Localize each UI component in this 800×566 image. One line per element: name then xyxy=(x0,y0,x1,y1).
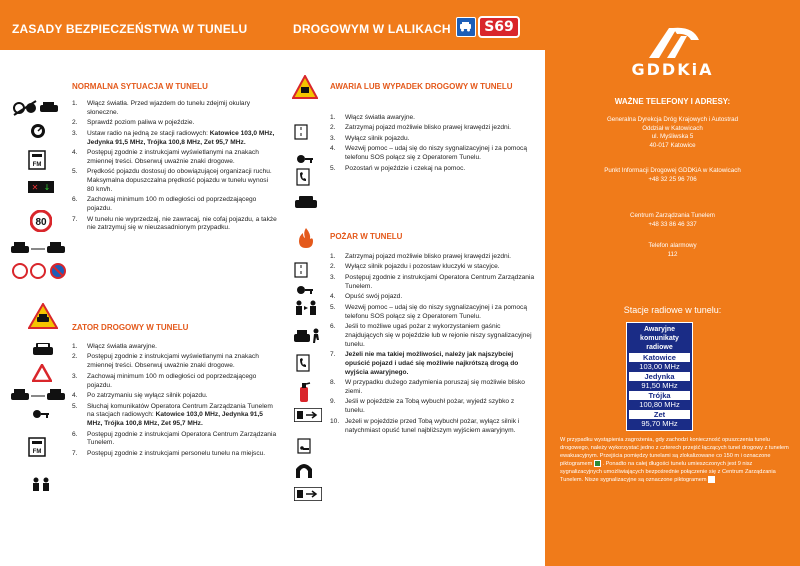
fire-icon xyxy=(297,227,315,249)
list-item xyxy=(330,323,535,349)
emergency-exit-icon xyxy=(294,408,322,422)
evacuation-pictogram-icon xyxy=(594,460,601,467)
radio-station-name: Jedynka xyxy=(629,372,690,381)
emergency-exit-icon xyxy=(294,487,322,501)
item-number: 2. xyxy=(330,263,336,271)
item-number: 5. xyxy=(330,164,336,172)
item-text: Ustaw radio na jedną ze stacji radiowych: xyxy=(87,129,208,137)
item-text: Jeśli to możliwe ugaś pożar z wykorzystaniem gaśnic znajdujących się w pojeździe lub w rejonie niszy sygnalizacyjnej tunelu. xyxy=(345,323,532,348)
item-number: 1. xyxy=(72,100,78,107)
list-item xyxy=(330,124,535,133)
road-info-contact xyxy=(545,167,800,184)
item-number: 5. xyxy=(72,168,78,176)
list-item xyxy=(72,450,277,459)
contacts-title: WAŻNE TELEFONY I ADRESY: xyxy=(614,97,731,106)
item-text: Wezwij pomoc – udaj się do niszy sygnalizacyjnej i za pomocą telefonu SOS połącz się z Operatorem Tunelu. xyxy=(345,145,528,162)
list-item xyxy=(72,353,277,371)
item-text: Opuść swój pojazd. xyxy=(345,293,403,301)
list-item xyxy=(330,379,535,397)
normal-list xyxy=(72,100,277,235)
radio-station-freq: 100,80 MHz xyxy=(639,400,680,409)
radio-stations-title: Stacje radiowe w tunelu: xyxy=(623,305,722,315)
item-text: Zachowaj minimum 100 m odległości od poprzedzającego pojazdu. xyxy=(87,372,257,389)
item-number: 3. xyxy=(330,273,336,281)
contact-line: Generalna Dyrekcja Dróg Krajowych i Autostrad xyxy=(606,116,739,123)
tunnel-lane-icon xyxy=(294,262,308,278)
contact-line: Telefon alarmowy xyxy=(648,242,697,249)
list-item xyxy=(72,403,277,429)
jam-list xyxy=(72,343,277,460)
leave-vehicle-icon xyxy=(293,328,321,344)
wait-in-car-icon xyxy=(294,195,318,209)
radio-station-name: Zet xyxy=(629,410,690,419)
tunnel-drive-out-icon xyxy=(295,461,313,479)
radio-fm-icon xyxy=(28,150,46,170)
item-number: 1. xyxy=(330,253,336,260)
item-text: W przypadku dużego zadymienia poruszaj się możliwie blisko ziemi. xyxy=(345,379,525,395)
variable-message-sign-icon xyxy=(28,181,54,193)
item-number: 2. xyxy=(72,119,78,127)
item-number: 1. xyxy=(330,114,336,121)
list-item xyxy=(330,398,535,416)
distance-100m-icon xyxy=(10,240,66,256)
contact-line[interactable]: +48 33 86 46 337 xyxy=(648,220,697,228)
engine-off-key-icon xyxy=(32,408,50,420)
engine-off-key-icon xyxy=(296,153,314,165)
item-text: Włącz światła. Przed wjazdem do tunelu zdejmij okulary słoneczne. xyxy=(87,100,251,116)
list-item xyxy=(330,135,535,144)
road-number-sign: S69 xyxy=(478,16,520,38)
no-overtaking-no-uturn-icon xyxy=(12,263,68,279)
hazard-warning-icon xyxy=(32,364,52,382)
fire-section-title: POŻAR W TUNELU xyxy=(330,232,403,241)
item-number: 3. xyxy=(72,129,78,137)
list-item xyxy=(72,168,277,194)
item-number: 4. xyxy=(330,145,336,153)
list-item xyxy=(72,119,277,128)
contact-panel xyxy=(545,0,800,566)
list-item xyxy=(330,145,535,163)
item-text: Wyłącz silnik pojazdu. xyxy=(345,134,410,142)
item-text: Postępuj zgodnie z instrukcjami Operatora Centrum Zarządzania Tunelem. xyxy=(87,430,277,447)
list-item xyxy=(72,343,277,352)
car-front-icon xyxy=(32,341,54,357)
evacuation-note xyxy=(560,436,790,485)
item-text: Wezwij pomoc – udaj się do niszy sygnalizacyjnej i za pomocą telefonu SOS połącz się z Operatorem Tunelu. xyxy=(345,303,528,320)
gddkia-wordmark: GDDKiA xyxy=(631,60,714,79)
list-item xyxy=(330,274,535,292)
engine-off-key-icon xyxy=(296,284,314,296)
emergency-contact xyxy=(545,242,800,259)
sunglasses-headlights-icon xyxy=(12,100,60,116)
svg-text:FM: FM xyxy=(32,449,42,455)
tunnel-center-contact xyxy=(545,212,800,229)
item-text: Postępuj zgodnie z instrukcjami wyświetlanymi na znakach zmiennej treści. Obserwuj uważnie znaki drogowe. xyxy=(87,353,259,370)
item-text: Sprawdź poziom paliwa w pojeździe. xyxy=(87,119,195,127)
item-text: Jeśli w pojeździe za Tobą wybuchł pożar, wyjedź szybko z tunelu. xyxy=(345,398,515,415)
contact-line: Centrum Zarządzania Tunelem xyxy=(630,212,715,219)
item-number: 2. xyxy=(72,353,78,361)
note-text: W przypadku wystąpienia zagrożenia, gdy zachodzi konieczność opuszczenia tunelu drogowego, należy wykorzystać jedno z czterech przejść łączących tunel drogowy z tunelem ewakuacyjnym. Przejścia pomiędzy tunelami są zlokalizowane co 150 m i oznaczone piktogramem xyxy=(560,437,789,468)
item-number: 4. xyxy=(330,293,336,301)
contact-line[interactable]: 112 xyxy=(667,250,678,258)
list-item xyxy=(330,293,535,302)
sos-phone-icon xyxy=(296,168,310,186)
radio-station-freq: 91,50 MHz xyxy=(641,381,678,390)
list-item xyxy=(330,304,535,322)
crawl-low-icon xyxy=(297,438,311,454)
radio-station-freq: 103,00 MHz xyxy=(639,362,680,371)
item-number: 5. xyxy=(330,303,336,311)
item-number: 9. xyxy=(330,398,336,406)
contact-line: Punkt Informacji Drogowej GDDKiA w Katowicach xyxy=(604,167,741,174)
header-bar xyxy=(0,0,545,50)
item-number: 6. xyxy=(72,430,78,438)
sos-phone-icon xyxy=(296,354,310,372)
note-text: . Ponadto na całej długości tunelu umieszczonych jest 9 nisz sygnalizacyjnych umożliwiających bezpośrednie połączenie się z Centrum Zarządzania Tunelem. Nisze sygnalizacyjne są oznaczone piktogramem xyxy=(560,461,776,484)
distance-100m-icon xyxy=(10,387,66,403)
item-text: Postępuj zgodnie z instrukcjami personelu tunelu na miejscu. xyxy=(87,449,266,457)
contact-line: Oddział w Katowicach xyxy=(642,124,703,132)
header-title-left: ZASADY BEZPIECZEŃSTWA W TUNELU xyxy=(12,22,248,36)
fuel-gauge-icon xyxy=(30,123,46,139)
radio-station-name: Trójka xyxy=(629,391,690,400)
item-number: 7. xyxy=(330,351,336,359)
contact-line: 40-017 Katowice xyxy=(649,141,696,149)
contact-line: ul. Myśliwska 5 xyxy=(651,133,694,141)
item-text: Włącz światła awaryjne. xyxy=(345,114,415,121)
list-item xyxy=(330,418,535,436)
item-number: 3. xyxy=(72,372,78,380)
list-item xyxy=(330,165,535,174)
item-number: 6. xyxy=(72,196,78,204)
item-number: 2. xyxy=(330,124,336,132)
item-text: Jeżeli w pojeździe przed Tobą wybuchł pożar, wyłącz silnik i natychmiast opuść tunel najbliższym wyjściem awaryjnym. xyxy=(345,417,520,434)
normal-section-title: NORMALNA SYTUACJA W TUNELU xyxy=(72,82,208,91)
radio-station-name: Katowice xyxy=(629,353,690,362)
item-number: 8. xyxy=(330,379,336,387)
radio-station-freq: 95,70 MHz xyxy=(641,419,678,428)
item-number: 3. xyxy=(330,134,336,142)
svg-text:80: 80 xyxy=(35,217,47,228)
operator-instructions-icon xyxy=(294,300,320,316)
speed-limit-80-icon xyxy=(30,210,52,232)
item-number: 10. xyxy=(330,417,340,425)
tunnel-lane-icon xyxy=(294,124,308,140)
list-item xyxy=(72,431,277,449)
svg-text:↓: ↓ xyxy=(43,183,51,192)
item-number: 4. xyxy=(72,392,78,400)
radio-header-line: Awaryjne xyxy=(644,326,675,333)
accident-warning-icon xyxy=(292,75,318,99)
radio-fm-icon xyxy=(28,437,46,457)
item-bold-text: Jeżeli nie ma takiej możliwości, należy jak najszybciej opuścić pojazd i udać się możliwie najkrótszą drogą do wyjścia awaryjnego. xyxy=(345,351,519,376)
item-text: Zatrzymaj pojazd możliwie blisko prawej krawędzi jezdni. xyxy=(345,124,512,132)
svg-text:✕: ✕ xyxy=(31,183,39,192)
item-text: Słuchaj komunikatów Operatora Centrum Zarządzania Tunelem na stacjach radiowych: xyxy=(87,402,273,419)
fire-list xyxy=(330,253,535,437)
item-number: 7. xyxy=(72,449,78,457)
list-item xyxy=(330,114,535,123)
radio-stations-box xyxy=(626,322,693,431)
list-item xyxy=(330,351,535,377)
item-number: 5. xyxy=(72,402,78,410)
accident-list xyxy=(330,114,535,175)
header-title-right: DROGOWYM W LALIKACH xyxy=(293,22,451,36)
list-item xyxy=(330,263,535,272)
item-number: 1. xyxy=(72,343,78,350)
contact-line[interactable]: +48 32 25 96 706 xyxy=(648,175,697,183)
jam-section-title: ZATOR DROGOWY W TUNELU xyxy=(72,323,189,332)
svg-text:FM: FM xyxy=(32,162,42,168)
item-number: 7. xyxy=(72,215,78,223)
accident-section-title: AWARIA LUB WYPADEK DROGOWY W TUNELU xyxy=(330,82,513,91)
gddkia-logo-icon xyxy=(643,24,703,60)
list-item xyxy=(72,216,277,234)
expressway-sign-icon xyxy=(456,17,476,37)
list-item xyxy=(72,373,277,391)
traffic-jam-warning-icon xyxy=(28,303,58,329)
sos-niche-pictogram-icon xyxy=(708,476,715,483)
radio-header-line: komunikaty xyxy=(640,335,679,342)
item-text: Zatrzymaj pojazd możliwie blisko prawej krawędzi jezdni. xyxy=(345,253,512,260)
gddkia-address xyxy=(545,116,800,150)
item-number: 4. xyxy=(72,149,78,157)
radio-header-line: radiowe xyxy=(646,344,673,351)
item-text: Zachowaj minimum 100 m odległości od poprzedzającego pojazdu. xyxy=(87,196,257,213)
item-text: Postępuj zgodnie z instrukcjami Operatora Centrum Zarządzania Tunelem. xyxy=(345,273,535,290)
list-item xyxy=(72,392,277,401)
item-bold-text: Katowice 103,0 MHz, Jedynka 91,5 MHz, Trójka 100,8 MHz, Zet 95,7 MHz. xyxy=(87,411,263,428)
list-item xyxy=(72,149,277,167)
list-item xyxy=(330,253,535,262)
item-text: W tunelu nie wyprzedzaj, nie zawracaj, nie cofaj pojazdu, a także nie zatrzymuj się w nieuzasadnionym przypadku. xyxy=(87,215,277,232)
list-item xyxy=(72,130,277,148)
item-bold-text: Katowice 103,0 MHz, Jedynka 91,5 MHz, Trójka 100,8 MHz, Zet 95,7 MHz. xyxy=(87,129,275,146)
fire-extinguisher-icon xyxy=(297,381,311,403)
item-text: Postępuj zgodnie z instrukcjami wyświetlanymi na znakach zmiennej treści. Obserwuj uważnie znaki drogowe. xyxy=(87,149,259,165)
list-item xyxy=(72,100,277,118)
item-text: Włącz światła awaryjne. xyxy=(87,343,157,350)
item-text: Prędkość pojazdu dostosuj do obowiązującej organizacji ruchu. Maksymalna dopuszczalna prędkość pojazdu w tunelu wynosi 80 km/h. xyxy=(87,168,272,193)
item-text: Pozostań w pojeździe i czekaj na pomoc. xyxy=(345,164,466,172)
list-item xyxy=(72,196,277,214)
tunnel-staff-icon xyxy=(30,477,52,495)
item-text: Wyłącz silnik pojazdu i pozostaw kluczyki w stacyjce. xyxy=(345,263,500,271)
item-number: 6. xyxy=(330,323,336,331)
item-text: Po zatrzymaniu się wyłącz silnik pojazdu. xyxy=(87,392,208,400)
